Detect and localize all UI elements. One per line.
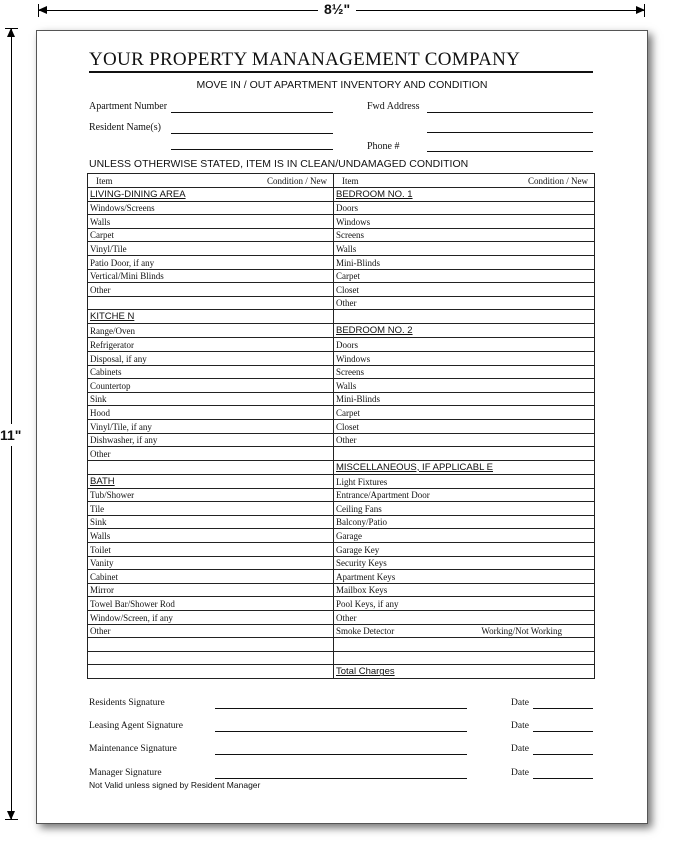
item-label: Screens (336, 230, 364, 241)
left-cell[interactable] (88, 433, 334, 447)
right-cell[interactable] (334, 543, 595, 557)
item-label: Vanity (90, 558, 114, 569)
item-label: Other (336, 612, 357, 623)
table-row (88, 296, 595, 310)
dimension-tick (644, 4, 645, 17)
working-status-label: Working/Not Working (481, 626, 562, 637)
item-label: Vinyl/Tile, if any (90, 421, 152, 432)
item-label: Carpet (336, 271, 360, 282)
date-label: Date (511, 768, 529, 778)
item-label: Walls (336, 243, 357, 254)
company-title: YOUR PROPERTY MANANAGEMENT COMPANY (89, 49, 521, 70)
left-cell[interactable] (88, 543, 334, 557)
right-cell[interactable] (334, 460, 595, 474)
manager-signature-line[interactable] (215, 778, 467, 779)
section-heading: Total Charges (336, 666, 395, 678)
right-cell[interactable] (334, 283, 595, 297)
condition-header: Condition / New (267, 175, 327, 186)
right-cell[interactable] (334, 406, 595, 420)
table-row (88, 255, 595, 269)
item-label: Light Fixtures (336, 476, 388, 487)
table-row (88, 392, 595, 406)
left-cell[interactable] (88, 228, 334, 242)
table-row (88, 338, 595, 352)
item-label: Sink (90, 517, 107, 528)
right-cell[interactable] (334, 324, 595, 338)
item-label: Disposal, if any (90, 353, 147, 364)
item-label: Closet (336, 421, 360, 432)
left-cell[interactable] (88, 215, 334, 229)
left-cell[interactable] (88, 515, 334, 529)
left-cell[interactable] (88, 310, 334, 324)
item-label: Mini-Blinds (336, 257, 381, 268)
column-header-left (88, 174, 334, 188)
right-cell[interactable] (334, 474, 595, 488)
leasing-signature-line[interactable] (215, 731, 467, 732)
right-cell[interactable] (334, 529, 595, 543)
left-cell[interactable] (88, 187, 334, 201)
dimension-tick (38, 4, 39, 17)
item-label: Countertop (90, 380, 131, 391)
residents-signature-label: Residents Signature (89, 698, 165, 708)
item-label: Closet (336, 284, 360, 295)
date-label: Date (511, 744, 529, 754)
table-row (88, 324, 595, 338)
item-label: Garage Key (336, 544, 380, 555)
left-cell[interactable] (88, 379, 334, 393)
manager-signature-label: Manager Signature (89, 768, 162, 778)
section-heading: BEDROOM NO. 1 (336, 188, 413, 200)
right-cell[interactable] (334, 215, 595, 229)
right-cell[interactable] (334, 583, 595, 597)
table-row (88, 665, 595, 679)
item-label: Mailbox Keys (336, 585, 388, 596)
left-cell[interactable] (88, 255, 334, 269)
left-cell[interactable] (88, 392, 334, 406)
table-row (88, 488, 595, 502)
right-cell[interactable] (334, 597, 595, 611)
inventory-table (87, 173, 595, 679)
table-row (88, 310, 595, 324)
right-cell[interactable] (334, 269, 595, 283)
right-cell[interactable] (334, 419, 595, 433)
left-cell[interactable] (88, 242, 334, 256)
item-label: Other (90, 284, 111, 295)
column-header-right (334, 174, 595, 188)
left-cell[interactable] (88, 638, 334, 652)
left-cell[interactable] (88, 419, 334, 433)
right-cell[interactable] (334, 392, 595, 406)
item-label: Ceiling Fans (336, 503, 382, 514)
arrow-up-icon (7, 28, 15, 37)
maintenance-date-line[interactable] (533, 754, 593, 755)
item-label: Pool Keys, if any (336, 599, 399, 610)
right-cell[interactable] (334, 296, 595, 310)
dimension-tick (5, 819, 18, 820)
left-cell[interactable] (88, 488, 334, 502)
condition-header: Condition / New (528, 175, 588, 186)
item-label: Garage (336, 531, 362, 542)
table-row (88, 474, 595, 488)
table-row (88, 515, 595, 529)
item-label: Walls (90, 216, 111, 227)
height-label: 11" (0, 424, 21, 446)
residents-signature-line[interactable] (215, 708, 467, 709)
left-cell[interactable] (88, 651, 334, 665)
table-row (88, 597, 595, 611)
item-label: Mini-Blinds (336, 394, 381, 405)
left-cell[interactable] (88, 338, 334, 352)
right-cell[interactable] (334, 310, 595, 324)
left-cell[interactable] (88, 296, 334, 310)
section-heading: MISCELLANEOUS, IF APPLICABL E (336, 461, 493, 473)
fwd-address-field-2[interactable] (427, 132, 593, 133)
section-heading: BATH (90, 475, 115, 487)
left-cell[interactable] (88, 665, 334, 679)
right-cell[interactable] (334, 611, 595, 625)
item-label: Sink (90, 394, 107, 405)
leasing-signature-label: Leasing Agent Signature (89, 721, 183, 731)
table-row (88, 433, 595, 447)
item-label: Smoke Detector (336, 626, 395, 637)
left-cell[interactable] (88, 597, 334, 611)
table-row (88, 215, 595, 229)
width-label: 8½" (318, 1, 356, 17)
table-row (88, 502, 595, 516)
table-row (88, 187, 595, 201)
dimension-tick (5, 28, 18, 29)
item-label: Windows (336, 353, 371, 364)
table-row (88, 351, 595, 365)
item-label: Tile (90, 503, 105, 514)
left-cell[interactable] (88, 269, 334, 283)
right-cell[interactable] (334, 651, 595, 665)
table-row (88, 460, 595, 474)
resident-names-field-2[interactable] (171, 149, 333, 150)
table-row (88, 611, 595, 625)
item-label: Other (336, 298, 357, 309)
item-label: Doors (336, 203, 358, 214)
left-cell[interactable] (88, 556, 334, 570)
item-label: Toilet (90, 544, 111, 555)
item-label: Cabinets (90, 367, 122, 378)
right-cell[interactable] (334, 255, 595, 269)
item-label: Security Keys (336, 558, 387, 569)
table-row (88, 583, 595, 597)
right-cell[interactable] (334, 665, 595, 679)
table-row (88, 283, 595, 297)
item-label: Towel Bar/Shower Rod (90, 599, 175, 610)
item-label: Tub/Shower (90, 490, 135, 501)
table-row (88, 228, 595, 242)
right-cell[interactable] (334, 187, 595, 201)
table-row (88, 269, 595, 283)
item-label: Other (336, 435, 357, 446)
table-row (88, 201, 595, 215)
item-label: Dishwasher, if any (90, 435, 158, 446)
table-row (88, 365, 595, 379)
right-cell[interactable] (334, 201, 595, 215)
right-cell[interactable] (334, 502, 595, 516)
leasing-date-line[interactable] (533, 731, 593, 732)
left-cell[interactable] (88, 406, 334, 420)
phone-field[interactable] (427, 151, 593, 152)
item-label: Carpet (336, 407, 360, 418)
right-cell[interactable] (334, 351, 595, 365)
right-cell[interactable] (334, 570, 595, 584)
left-cell[interactable] (88, 502, 334, 516)
right-cell[interactable] (334, 228, 595, 242)
item-label: Carpet (90, 230, 114, 241)
residents-date-line[interactable] (533, 708, 593, 709)
resident-names-field[interactable] (171, 133, 333, 134)
condition-notice: UNLESS OTHERWISE STATED, ITEM IS IN CLEAN/UNDAMAGED CONDITION (89, 158, 469, 170)
item-label: Window/Screen, if any (90, 612, 173, 623)
item-label: Windows (336, 216, 371, 227)
right-cell[interactable] (334, 515, 595, 529)
maintenance-signature-line[interactable] (215, 754, 467, 755)
date-label: Date (511, 698, 529, 708)
right-cell[interactable] (334, 433, 595, 447)
table-header-row (88, 174, 595, 188)
item-label: Refrigerator (90, 339, 134, 350)
left-cell[interactable] (88, 324, 334, 338)
item-label: Cabinet (90, 571, 118, 582)
item-label: Range/Oven (90, 326, 135, 337)
section-heading: KITCHE N (90, 311, 135, 323)
right-cell[interactable] (334, 365, 595, 379)
phone-label: Phone # (367, 141, 400, 152)
item-label: Apartment Keys (336, 571, 396, 582)
arrow-left-icon (38, 6, 47, 14)
item-label: Vinyl/Tile (90, 243, 127, 254)
left-cell[interactable] (88, 351, 334, 365)
item-label: Other (90, 448, 111, 459)
table-row (88, 543, 595, 557)
right-cell[interactable] (334, 379, 595, 393)
apartment-number-field[interactable] (171, 112, 333, 113)
table-row (88, 651, 595, 665)
left-cell[interactable] (88, 529, 334, 543)
item-label: Walls (90, 531, 111, 542)
right-cell[interactable] (334, 488, 595, 502)
left-cell[interactable] (88, 283, 334, 297)
left-cell[interactable] (88, 365, 334, 379)
item-label: Other (90, 626, 111, 637)
right-cell[interactable] (334, 556, 595, 570)
apartment-number-label: Apartment Number (89, 101, 168, 112)
left-cell[interactable] (88, 570, 334, 584)
resident-names-label: Resident Name(s) (89, 122, 161, 133)
fwd-address-label: Fwd Address (367, 101, 420, 112)
left-cell[interactable] (88, 583, 334, 597)
item-label: Entrance/Apartment Door (336, 490, 430, 501)
table-row (88, 419, 595, 433)
item-label: Screens (336, 367, 364, 378)
right-cell[interactable] (334, 638, 595, 652)
validity-note: Not Valid unless signed by Resident Manager (89, 780, 261, 790)
item-label: Hood (90, 407, 110, 418)
table-row (88, 242, 595, 256)
section-heading: BEDROOM NO. 2 (336, 325, 413, 337)
item-label: Windows/Screens (90, 203, 155, 214)
table-row (88, 570, 595, 584)
right-cell[interactable] (334, 447, 595, 461)
item-label: Mirror (90, 585, 114, 596)
left-cell[interactable] (88, 611, 334, 625)
item-header: Item (342, 175, 359, 186)
item-label: Patio Door, if any (90, 257, 155, 268)
left-cell[interactable] (88, 474, 334, 488)
maintenance-signature-label: Maintenance Signature (89, 744, 177, 754)
right-cell[interactable] (334, 338, 595, 352)
title-rule (89, 71, 593, 73)
manager-date-line[interactable] (533, 778, 593, 779)
table-row (88, 556, 595, 570)
right-cell[interactable] (334, 624, 595, 638)
left-cell[interactable] (88, 624, 334, 638)
table-row (88, 638, 595, 652)
item-label: Doors (336, 339, 358, 350)
item-label: Balcony/Patio (336, 517, 387, 528)
fwd-address-field[interactable] (427, 112, 593, 113)
left-cell[interactable] (88, 447, 334, 461)
item-label: Walls (336, 380, 357, 391)
item-header: Item (96, 175, 113, 186)
table-row (88, 447, 595, 461)
right-cell[interactable] (334, 242, 595, 256)
table-row (88, 406, 595, 420)
table-row (88, 529, 595, 543)
form-subtitle: MOVE IN / OUT APARTMENT INVENTORY AND CONDITION (196, 79, 488, 91)
left-cell[interactable] (88, 460, 334, 474)
table-row (88, 624, 595, 638)
item-label: Vertical/Mini Blinds (90, 271, 164, 282)
form-page (36, 30, 648, 824)
section-heading: LIVING-DINING AREA (90, 188, 186, 200)
date-label: Date (511, 721, 529, 731)
left-cell[interactable] (88, 201, 334, 215)
table-row (88, 379, 595, 393)
